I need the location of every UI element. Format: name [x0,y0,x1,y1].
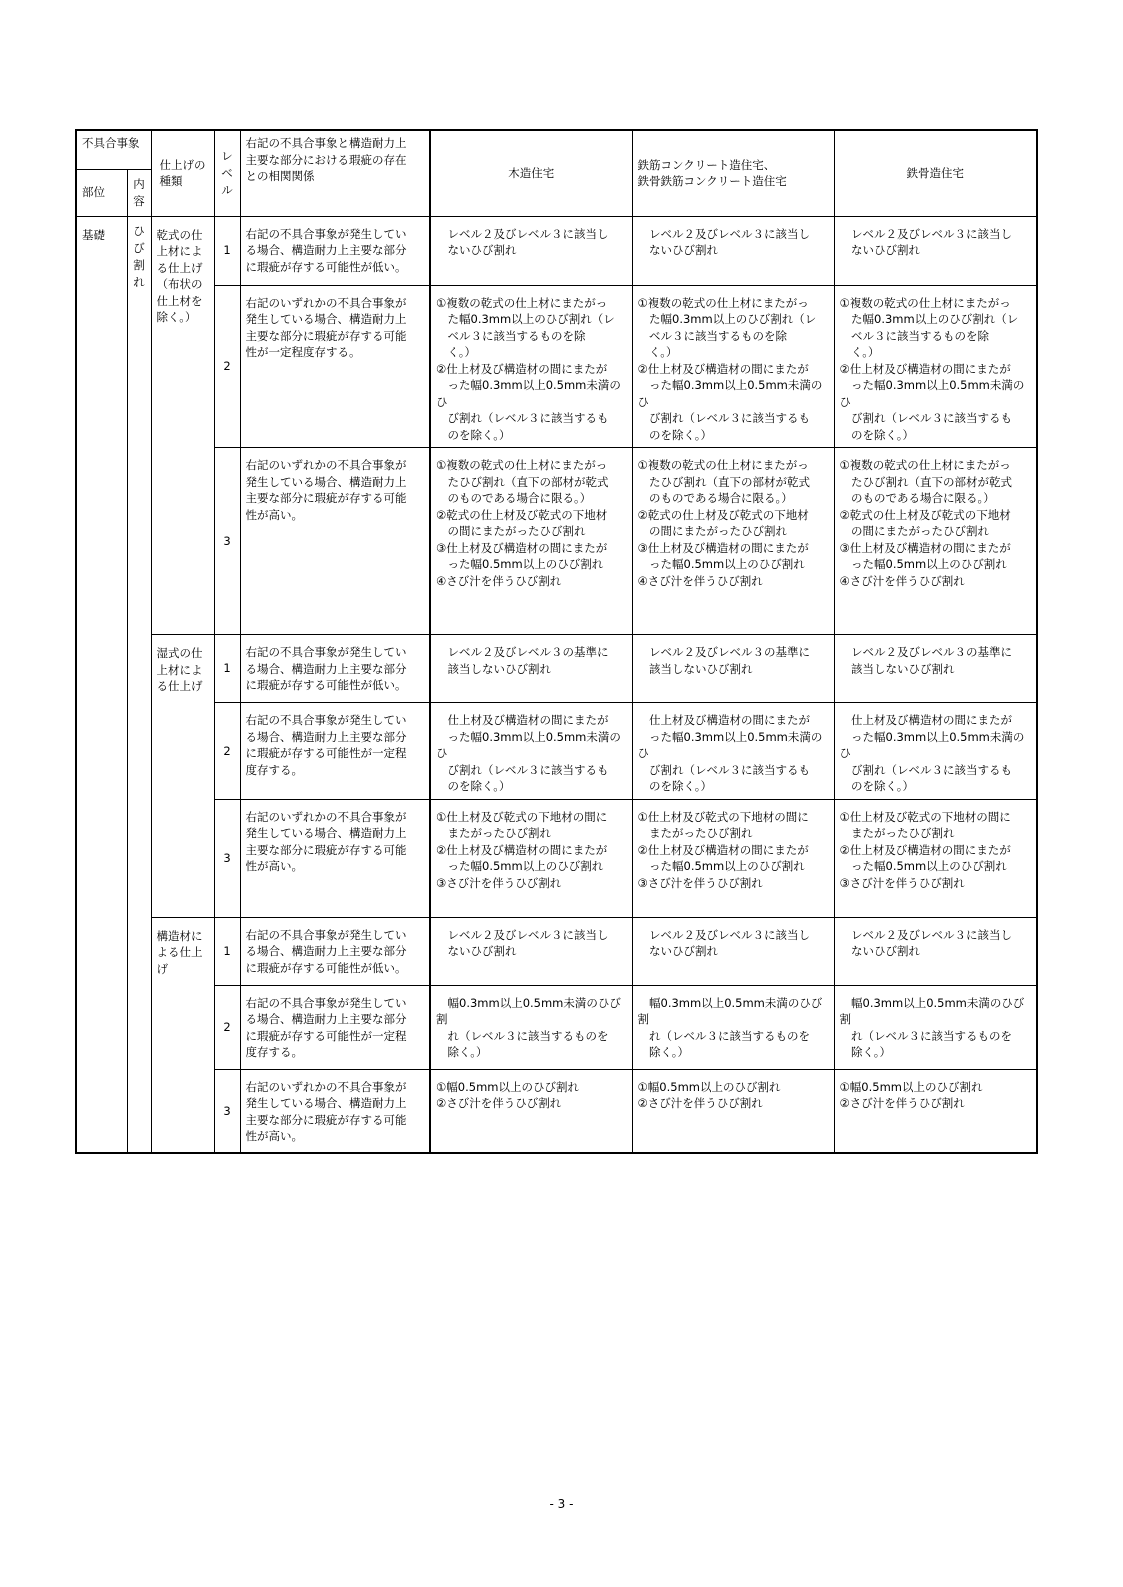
relation-cell: 右記の不具合事象が発生してい る場合、構造耐力上主要な部分 に瑕疵が存する可能性が一定程 度存する。 [240,985,430,1069]
steel-house-cell: レベル２及びレベル３に該当し ないひび割れ [834,216,1037,285]
relation-cell: 右記のいずれかの不具合事象が 発生している場合、構造耐力上 主要な部分に瑕疵が存する可能 性が一定程度存する。 [240,285,430,448]
header-wood-house: 木造住宅 [430,130,632,216]
wood-house-cell: ①仕上材及び乾式の下地材の間に またがったひび割れ ②仕上材及び構造材の間にまたが った幅0.5mm以上のひび割れ ③さび汁を伴うひび割れ [430,799,632,917]
finish-type-cell: 湿式の仕 上材によ る仕上げ [151,635,214,918]
finish-type-cell: 乾式の仕 上材によ る仕上げ （布状の 仕上材を 除く。） [151,216,214,635]
steel-house-cell: ①複数の乾式の仕上材にまたがっ た幅0.3mm以上のひび割れ（レ ベル３に該当するものを除 く。） ②仕上材及び構造材の間にまたが った幅0.3mm以上0.5mm未満のひ び割れ（レベル３に該当するも のを除く。） [834,285,1037,448]
steel-house-cell: 幅0.3mm以上0.5mm未満のひび割 れ（レベル３に該当するものを 除く。） [834,985,1037,1069]
level-cell: 1 [214,635,240,703]
rc-house-cell: ①幅0.5mm以上のひび割れ ②さび汁を伴うひび割れ [632,1069,834,1153]
rc-house-cell: ①複数の乾式の仕上材にまたがっ た幅0.3mm以上のひび割れ（レ ベル３に該当するものを除 く。） ②仕上材及び構造材の間にまたが った幅0.3mm以上0.5mm未満のひ び割れ（レベル３に該当するも のを除く。） [632,285,834,448]
wood-house-cell: ①複数の乾式の仕上材にまたがっ たひび割れ（直下の部材が乾式 のものである場合に限る。） ②乾式の仕上材及び乾式の下地材 の間にまたがったひび割れ ③仕上材及び構造材の間にまたが った幅0.5mm以上のひび割れ ④さび汁を伴うひび割れ [430,448,632,635]
table-row [76,285,1037,448]
level-cell: 2 [214,703,240,800]
header-steel-house: 鉄骨造住宅 [834,130,1037,216]
rc-house-cell: ①複数の乾式の仕上材にまたがっ たひび割れ（直下の部材が乾式 のものである場合に限る。） ②乾式の仕上材及び乾式の下地材 の間にまたがったひび割れ ③仕上材及び構造材の間にまたが った幅0.5mm以上のひび割れ ④さび汁を伴うひび割れ [632,448,834,635]
relation-cell: 右記の不具合事象が発生してい る場合、構造耐力上主要な部分 に瑕疵が存する可能性が低い。 [240,635,430,703]
wood-house-cell: レベル２及びレベル３に該当し ないひび割れ [430,917,632,985]
steel-house-cell: ①複数の乾式の仕上材にまたがっ たひび割れ（直下の部材が乾式 のものである場合に限る。） ②乾式の仕上材及び乾式の下地材 の間にまたがったひび割れ ③仕上材及び構造材の間にまたが った幅0.5mm以上のひび割れ ④さび汁を伴うひび割れ [834,448,1037,635]
level-cell: 3 [214,448,240,635]
table-row [76,216,1037,285]
relation-cell: 右記の不具合事象が発生してい る場合、構造耐力上主要な部分 に瑕疵が存する可能性が低い。 [240,917,430,985]
rc-house-cell: ①仕上材及び乾式の下地材の間に またがったひび割れ ②仕上材及び構造材の間にまたが った幅0.5mm以上のひび割れ ③さび汁を伴うひび割れ [632,799,834,917]
steel-house-cell: ①幅0.5mm以上のひび割れ ②さび汁を伴うひび割れ [834,1069,1037,1153]
relation-cell: 右記の不具合事象が発生してい る場合、構造耐力上主要な部分 に瑕疵が存する可能性が一定程 度存する。 [240,703,430,800]
table-row [76,635,1037,703]
steel-house-cell: レベル２及びレベル３の基準に 該当しないひび割れ [834,635,1037,703]
page-number: - 3 - [549,1497,574,1511]
wood-house-cell: 仕上材及び構造材の間にまたが った幅0.3mm以上0.5mm未満のひ び割れ（レベル３に該当するも のを除く。） [430,703,632,800]
wood-house-cell: レベル２及びレベル３の基準に 該当しないひび割れ [430,635,632,703]
header-level: レ ベ ル [214,130,240,216]
table-row [76,917,1037,985]
header-defect-event: 不具合事象 [76,130,151,169]
wood-house-cell: レベル２及びレベル３に該当し ないひび割れ [430,216,632,285]
table-row [76,703,1037,800]
defect-criteria-table [75,129,1038,1154]
level-cell: 3 [214,799,240,917]
steel-house-cell: レベル２及びレベル３に該当し ないひび割れ [834,917,1037,985]
relation-cell: 右記のいずれかの不具合事象が 発生している場合、構造耐力上 主要な部分に瑕疵が存する可能 性が高い。 [240,799,430,917]
header-relation: 右記の不具合事象と構造耐力上 主要な部分における瑕疵の存在 との相関関係 [240,130,430,216]
header-content: 内 容 [127,169,151,216]
level-cell: 2 [214,285,240,448]
relation-cell: 右記のいずれかの不具合事象が 発生している場合、構造耐力上 主要な部分に瑕疵が存する可能 性が高い。 [240,1069,430,1153]
steel-house-cell: ①仕上材及び乾式の下地材の間に またがったひび割れ ②仕上材及び構造材の間にまたが った幅0.5mm以上のひび割れ ③さび汁を伴うひび割れ [834,799,1037,917]
table-row [76,1069,1037,1153]
wood-house-cell: ①複数の乾式の仕上材にまたがっ た幅0.3mm以上のひび割れ（レ ベル３に該当するものを除 く。） ②仕上材及び構造材の間にまたが った幅0.3mm以上0.5mm未満のひ び割れ（レベル３に該当するも のを除く。） [430,285,632,448]
level-cell: 3 [214,1069,240,1153]
level-cell: 1 [214,216,240,285]
level-cell: 1 [214,917,240,985]
rc-house-cell: レベル２及びレベル３の基準に 該当しないひび割れ [632,635,834,703]
content-cell: ひ び 割 れ [127,216,151,1153]
level-cell: 2 [214,985,240,1069]
relation-cell: 右記の不具合事象が発生してい る場合、構造耐力上主要な部分 に瑕疵が存する可能性が低い。 [240,216,430,285]
header-finish-type: 仕上げの 種類 [151,130,214,216]
part-cell: 基礎 [76,216,127,1153]
rc-house-cell: 仕上材及び構造材の間にまたが った幅0.3mm以上0.5mm未満のひ び割れ（レベル３に該当するも のを除く。） [632,703,834,800]
rc-house-cell: 幅0.3mm以上0.5mm未満のひび割 れ（レベル３に該当するものを 除く。） [632,985,834,1069]
rc-house-cell: レベル２及びレベル３に該当し ないひび割れ [632,917,834,985]
wood-house-cell: ①幅0.5mm以上のひび割れ ②さび汁を伴うひび割れ [430,1069,632,1153]
finish-type-cell: 構造材に よる仕上 げ [151,917,214,1153]
table-row [76,799,1037,917]
table-row [76,985,1037,1069]
header-part: 部位 [76,169,127,216]
relation-cell: 右記のいずれかの不具合事象が 発生している場合、構造耐力上 主要な部分に瑕疵が存する可能 性が高い。 [240,448,430,635]
header-rc-house: 鉄筋コンクリート造住宅、 鉄骨鉄筋コンクリート造住宅 [632,130,834,216]
steel-house-cell: 仕上材及び構造材の間にまたが った幅0.3mm以上0.5mm未満のひ び割れ（レベル３に該当するも のを除く。） [834,703,1037,800]
rc-house-cell: レベル２及びレベル３に該当し ないひび割れ [632,216,834,285]
wood-house-cell: 幅0.3mm以上0.5mm未満のひび割 れ（レベル３に該当するものを 除く。） [430,985,632,1069]
table-row [76,448,1037,635]
